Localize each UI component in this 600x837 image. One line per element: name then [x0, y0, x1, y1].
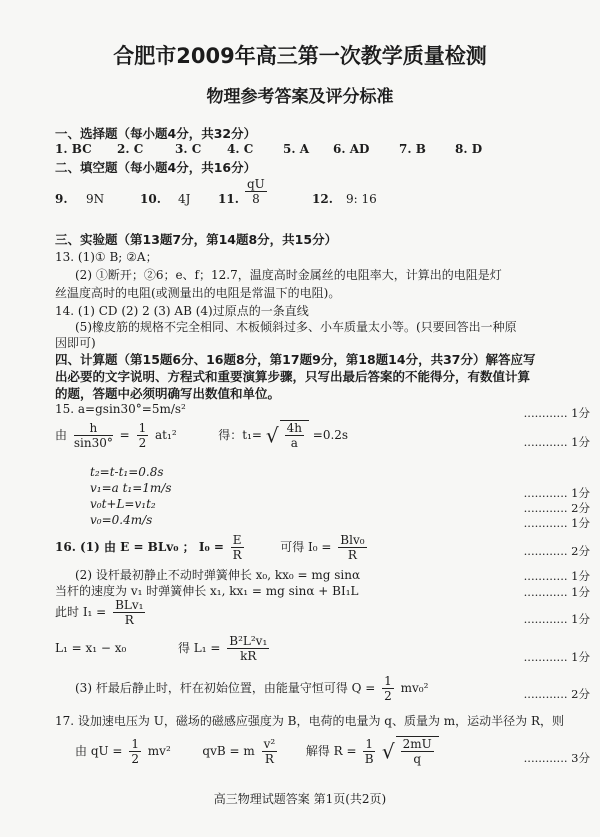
q10-number: 10.: [140, 192, 161, 206]
q16-f2-numerator: Blv₀: [340, 533, 365, 547]
q17-half-denominator: 2: [131, 752, 139, 766]
q16-f3-numerator: BLv₁: [115, 598, 144, 612]
q16-f2-denominator: R: [347, 548, 357, 562]
answer-4: 4. C: [227, 142, 254, 156]
q10-answer: 4J: [178, 192, 191, 206]
q16-f1-denominator: R: [232, 548, 242, 562]
q17-equation: [75, 736, 439, 766]
q17-v-denominator: R: [264, 752, 274, 766]
q14-line-2: (5)橡皮筋的规格不完全相同、木板倾斜过多、小车质量太小等。(只要回答出一种原: [75, 320, 517, 334]
q15-sqrt-denominator: a: [290, 436, 298, 450]
q17-half-numerator: 1: [131, 737, 139, 751]
q16-l6b: mv₀²: [400, 681, 429, 695]
q17-one-denominator: B: [364, 752, 374, 766]
q15-equals: =: [119, 428, 130, 442]
q15-equation: [55, 420, 348, 450]
q11-fraction: [242, 177, 270, 206]
q16-score-5: ............ 1分: [523, 650, 590, 664]
q17-b: mv²: [147, 744, 171, 758]
sqrt-symbol-icon: √: [265, 423, 279, 448]
q15-line-4: v₁=a t₁=1m/s: [90, 481, 172, 495]
q15-line-5: v₀t+L=v₁t₂: [90, 497, 156, 511]
q16-score-1: ............ 2分: [523, 544, 590, 558]
q16-score-2: ............ 1分: [523, 569, 590, 583]
q15-half-numerator: 1: [138, 421, 147, 435]
q9-answer: 9N: [86, 192, 105, 206]
q16-score-6: ............ 2分: [523, 687, 590, 701]
q16-l1a: 16. (1) 由 E = BLv₀ ； I₀ =: [55, 540, 224, 554]
q15-f1-numerator: h: [74, 421, 113, 436]
q16-line-6: [75, 674, 428, 703]
q15-score-4: ............ 1分: [523, 486, 590, 500]
section-4-heading-1: 四、计算题（第15题6分、16题8分，第17题9分，第18题14分，共37分）解答应写: [55, 352, 536, 367]
q16-f5-denominator: 2: [384, 689, 392, 703]
page-title: 合肥市2009年高三第一次教学质量检测: [113, 44, 487, 68]
page-footer: 高三物理试题答案 第1页(共2页): [213, 792, 387, 806]
q17-c: qvB = m: [202, 744, 255, 758]
q15-line-6: v₀=0.4m/s: [90, 513, 153, 527]
section-3-heading: 三、实验题（第13题7分，第14题8分，共15分）: [55, 232, 338, 247]
q11-denominator: 8: [252, 192, 260, 206]
sqrt-symbol-icon: √: [381, 739, 395, 764]
q13-line-3: 丝温度高时的电阻(或测量出的电阻是常温下的电阻)。: [55, 286, 341, 300]
q16-f3-denominator: R: [124, 613, 134, 627]
q15-line-1: 15. a=gsin30°=5m/s²: [55, 402, 186, 416]
q16-line-3: 当杆的速度为 v₁ 时弹簧伸长 x₁, kx₁ = mg sinα + BI₁L: [55, 584, 359, 598]
section-4-heading-3: 的题，答题中必须明确写出数值和单位。: [55, 386, 281, 401]
q14-line-1: 14. (1) CD (2) 2 (3) AB (4)过原点的一条直线: [55, 304, 309, 318]
answer-8: 8. D: [455, 142, 483, 156]
q17-one-numerator: 1: [365, 737, 374, 751]
q15-at: at₁²: [155, 428, 177, 442]
q16-score-4: ............ 1分: [523, 612, 590, 626]
answer-3: 3. C: [175, 142, 202, 156]
q15-half-denominator: 2: [138, 436, 147, 450]
q15-line-3: t₂=t-t₁=0.8s: [90, 465, 164, 479]
q17-score: ............ 3分: [523, 751, 590, 765]
q17-a: 由 qU =: [75, 744, 123, 758]
q9-number: 9.: [55, 192, 68, 206]
q15-you: 由: [55, 428, 68, 442]
q17-v-numerator: v²: [263, 737, 276, 751]
q16-f4-numerator: B²L²v₁: [229, 634, 268, 648]
answer-2: 2. C: [117, 142, 144, 156]
q16-l1b: 可得 I₀ =: [280, 540, 332, 554]
q15-score-5: ............ 2分: [523, 501, 590, 515]
answer-7: 7. B: [399, 142, 426, 156]
q11-numerator: qU: [247, 177, 265, 191]
q17-d: 解得 R =: [305, 744, 357, 758]
section-2-heading: 二、填空题（每小题4分，共16分）: [55, 160, 257, 175]
q13-line-1: 13. (1)① B; ②A；: [55, 250, 158, 264]
section-1-heading: 一、选择题（每小题4分，共32分）: [55, 126, 257, 141]
q16-f4-denominator: kR: [240, 649, 257, 663]
q17-sqrt-numerator: 2mU: [402, 737, 432, 751]
q16-l6a: (3) 杆最后静止时，杆在初始位置，由能量守恒可得 Q =: [75, 681, 376, 695]
q12-number: 12.: [312, 192, 333, 206]
q15-score-2: ............ 1分: [523, 435, 590, 449]
q15-score-6: ............ 1分: [523, 516, 590, 530]
q15-result: =0.2s: [312, 428, 349, 442]
answer-5: 5. A: [283, 142, 310, 156]
q13-line-2: (2) ①断开；②6；e、f；12.7，温度高时金属丝的电阻率大，计算出的电阻是灯: [75, 268, 502, 282]
q16-f5-numerator: 1: [384, 674, 392, 688]
page-subtitle: 物理参考答案及评分标准: [206, 87, 394, 107]
q14-line-3: 因即可): [55, 336, 96, 350]
q16-score-3: ............ 1分: [523, 585, 590, 599]
section-4-heading-2: 出必要的文字说明、方程式和重要演算步骤，只写出最后答案的不能得分，有数值计算: [55, 369, 531, 384]
q16-l4a: 此时 I₁ =: [55, 605, 107, 619]
q16-line-4: [55, 598, 148, 627]
q16-f1-numerator: E: [232, 533, 242, 547]
q16-line-2: (2) 设杆最初静止不动时弹簧伸长 x₀, kx₀ = mg sinα: [75, 568, 361, 582]
q11-number: 11.: [218, 192, 239, 206]
q16-l5b: 得 L₁ =: [177, 641, 221, 655]
q17-line-1: 17. 设加速电压为 U，磁场的磁感应强度为 B，电荷的电量为 q、质量为 m，运动半径为 R，则: [55, 714, 565, 728]
q16-line-5: [55, 634, 272, 663]
q15-score-1: ............ 1分: [523, 406, 590, 420]
q15-sqrt-numerator: 4h: [286, 421, 302, 435]
q12-answer: 9: 16: [346, 192, 377, 206]
q17-sqrt-denominator: q: [413, 752, 422, 766]
q15-f1-denominator: sin30°: [73, 436, 113, 450]
q16-l5a: L₁ = x₁ − x₀: [55, 641, 127, 655]
q16-line-1: [55, 533, 370, 562]
answer-6: 6. AD: [333, 142, 370, 156]
answer-1: 1. BC: [55, 142, 92, 156]
q15-de: 得：t₁=: [218, 428, 262, 442]
